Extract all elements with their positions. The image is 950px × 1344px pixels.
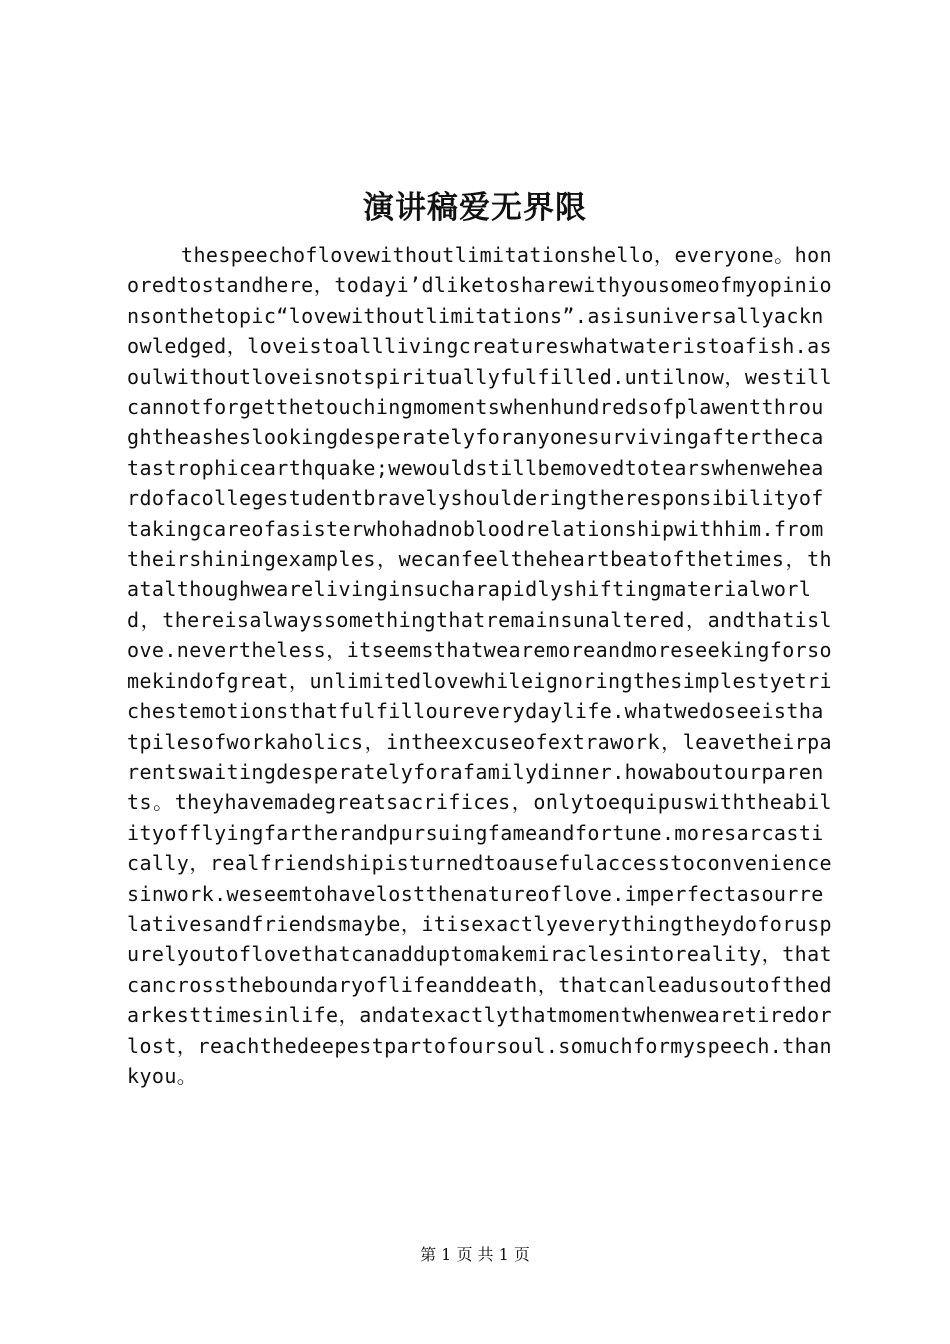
document-title: 演讲稿爱无界限 [363,190,587,226]
page-number-footer: 第 1 页 共 1 页 [420,1245,530,1264]
speech-body-paragraph: thespeechoflovewithoutlimitationshello，everyone。honoredtostandhere，todayi’dliketosharewithyousomeofmyopinionsonthetopic“lovewithoutlimitations”.asisuniversallyacknowledged，loveistoalllivingcreatureswhatwateristoafish.asoulwithoutloveisnotspirituallyfulfilled.untilnow，westillcannotforgetthetouchingmomentswhenhundredsofplawentthroughtheasheslookingdesperatelyforanyonesurvivingafterthecatastrophicearthquake;wewouldstillbemovedtotearswhenweheardofacollegestudentbravelyshoulderingtheresponsibilityoftakingcareofasisterwhohadnobloodrelationshipwithhim.fromtheirshiningexamples，wecanfeeltheheartbeatofthetimes，thatalthoughwearelivinginsucharapidlyshiftingmaterialworld，thereisalwayssomethingthatremainsunaltered，andthatislove.nevertheless，itseemsthatwearemoreandmoreseekingforsomekindofgreat，unlimitedlovewhileignoringthesimplestyetrichestemotionsthatfulfilloureverydaylife.whatwedoseeisthatpilesofworkaholics，intheexcuseofextrawork，leavetheirparentswaitingdesperatelyforafamilydinner.howaboutourparents。theyhavemadegreatsacrifices，onlytoequipuswiththeabilityofflyingfartherandpursuingfameandfortune.moresarcastically，realfriendshipisturnedtoausefulaccesstoconveniencesinwork.weseemtohavelostthenatureoflove.imperfectasourrelativesandfriendsmaybe，itisexactlyeverythingtheydoforuspurelyoutoflovethatcanadduptomakemiraclesintoreality，thatcancrosstheboundaryoflifeanddeath，thatcanleadusoutofthedarkesttimesinlife，andatexactlythatmomentwhenwearetiredorlost，reachthedeepestpartofoursoul.somuchformyspeech.thankyou。 [127,243,832,1088]
